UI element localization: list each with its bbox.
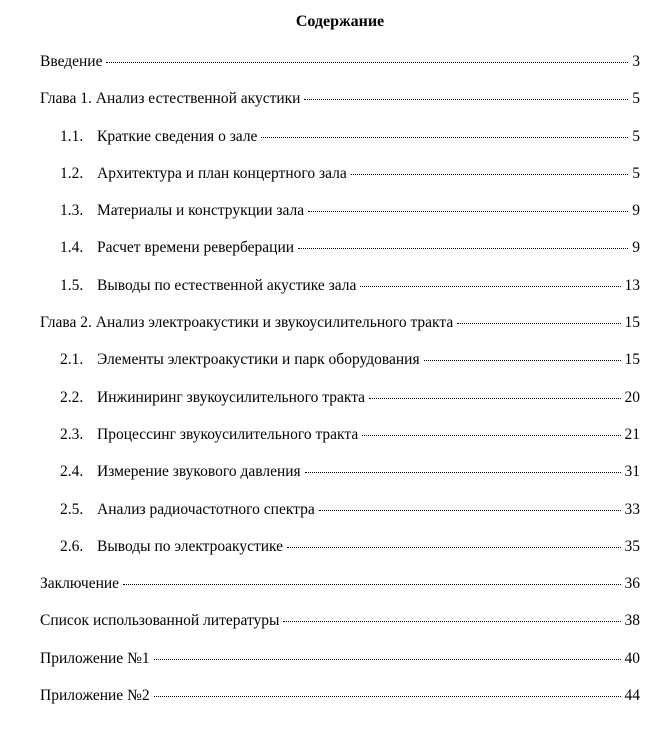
dot-leader (261, 137, 628, 138)
toc-entry-page: 5 (632, 90, 640, 108)
toc-entry-number: 2.5. (60, 500, 84, 518)
table-of-contents (40, 8, 640, 723)
toc-entry (40, 89, 640, 126)
toc-entry-text: Глава 2. Анализ электроакустики и звукоусилительного тракта (40, 314, 454, 332)
dot-leader (106, 62, 628, 63)
toc-entry (40, 686, 640, 723)
toc-entry-text: Приложение №2 (40, 687, 150, 705)
toc-entry-number: 2.6. (60, 537, 84, 555)
toc-entry (40, 574, 640, 611)
toc-entry (40, 238, 640, 275)
dot-leader (154, 659, 621, 660)
toc-entry-text: Краткие сведения о зале (97, 127, 258, 145)
dot-leader (308, 211, 628, 212)
toc-entry (40, 425, 640, 462)
toc-entry-text: Приложение №1 (40, 649, 150, 667)
dot-leader (298, 248, 628, 249)
toc-entry-page: 40 (624, 649, 640, 667)
dot-leader (319, 510, 621, 511)
dot-leader (123, 584, 620, 585)
toc-entry-page: 9 (632, 239, 640, 257)
toc-entry (40, 164, 640, 201)
toc-entry-page: 20 (624, 388, 640, 406)
dot-leader (154, 696, 621, 697)
toc-entry-text: Анализ радиочастотного спектра (97, 500, 315, 518)
toc-entry-number: 1.5. (60, 276, 84, 294)
dot-leader (287, 547, 620, 548)
toc-entry-page: 21 (624, 425, 640, 443)
dot-leader (424, 360, 621, 361)
toc-entry (40, 127, 640, 164)
toc-entry-page: 38 (624, 612, 640, 630)
toc-entry-text: Инжиниринг звукоусилительного тракта (97, 388, 366, 406)
toc-entry (40, 313, 640, 350)
toc-entry (40, 649, 640, 686)
toc-entry-text: Расчет времени реверберации (97, 239, 295, 257)
dot-leader (305, 472, 621, 473)
dot-leader (369, 398, 620, 399)
toc-entry (40, 388, 640, 425)
toc-entry-text: Выводы по естественной акустике зала (97, 276, 357, 294)
toc-entry-text: Глава 1. Анализ естественной акустики (40, 90, 301, 108)
toc-entry-text: Выводы по электроакустике (97, 537, 284, 555)
toc-entry-number: 1.2. (60, 164, 84, 182)
toc-entry-number: 2.1. (60, 351, 84, 369)
toc-entry-number: 1.4. (60, 239, 84, 257)
toc-entry-page: 15 (624, 351, 640, 369)
toc-entry-text: Введение (40, 53, 103, 70)
toc-entry-page: 36 (624, 575, 640, 593)
toc-entry-page: 31 (624, 463, 640, 481)
toc-entry-page: 9 (632, 202, 640, 220)
toc-entry-number: 2.3. (60, 425, 84, 443)
toc-entry-text: Архитектура и план концертного зала (97, 164, 347, 182)
toc-entry (40, 537, 640, 574)
toc-entry-text: Элементы электроакустики и парк оборудования (97, 351, 420, 369)
toc-entry (40, 350, 640, 387)
toc-entry-number: 1.3. (60, 202, 84, 220)
dot-leader (351, 174, 629, 175)
toc-entry-page: 13 (624, 276, 640, 294)
dot-leader (457, 323, 620, 324)
toc-entry (40, 201, 640, 238)
dot-leader (362, 435, 620, 436)
toc-entry-page: 5 (632, 127, 640, 145)
dot-leader (283, 621, 620, 622)
dot-leader (360, 286, 620, 287)
toc-entry-text: Материалы и конструкции зала (97, 202, 305, 220)
toc-entry-text: Заключение (40, 575, 120, 593)
toc-entry-page: 3 (632, 53, 640, 70)
toc-entry (40, 462, 640, 499)
toc-entry (40, 52, 640, 89)
toc-entry-number: 1.1. (60, 127, 84, 145)
toc-entry-number: 2.2. (60, 388, 84, 406)
toc-entry-number: 2.4. (60, 463, 84, 481)
toc-entry (40, 276, 640, 313)
toc-entry-page: 33 (624, 500, 640, 518)
toc-entry-page: 35 (624, 537, 640, 555)
toc-entry-text: Измерение звукового давления (97, 463, 301, 481)
toc-list (40, 52, 640, 723)
toc-entry-page: 15 (624, 314, 640, 332)
toc-entry (40, 500, 640, 537)
toc-entry-page: 44 (624, 687, 640, 705)
toc-entry-text: Список использованной литературы (40, 612, 280, 630)
toc-entry-text: Процессинг звукоусилительного тракта (97, 425, 359, 443)
page-title: Содержание (295, 13, 385, 30)
toc-entry (40, 611, 640, 648)
toc-entry-page: 5 (632, 164, 640, 182)
dot-leader (304, 99, 628, 100)
